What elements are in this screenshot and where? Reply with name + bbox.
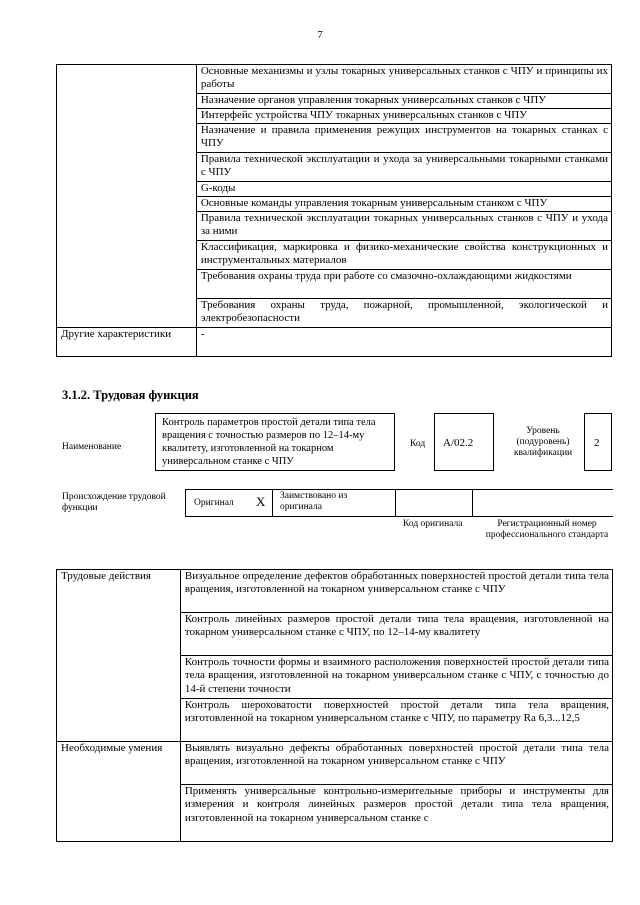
knowledge-item: Основные команды управления токарным универсальным станком с ЧПУ [196, 197, 611, 212]
original-label: Оригинал [194, 498, 234, 508]
origin-row [185, 489, 613, 517]
origin-label: Происхождение трудовой функции [62, 492, 166, 513]
skills-label: Необходимые умения [57, 742, 181, 842]
origin-divider [395, 489, 396, 517]
knowledge-table [56, 64, 612, 357]
origin-divider [185, 489, 186, 517]
knowledge-item: Классификация, маркировка и физико-механические свойства конструкционных и инструментальных материалов [196, 241, 611, 270]
knowledge-item: Правила технической эксплуатации токарных универсальных станков с ЧПУ и ухода за ними [196, 212, 611, 241]
skill-item: Применять универсальные контрольно-измерительные приборы и инструменты для измерения и контроля линейных размеров простой детали типа тела вращения, изготовленной на токарном универсальном станке с [180, 785, 612, 842]
code-box [434, 413, 494, 471]
knowledge-item: Правила технической эксплуатации и ухода за универсальными токарными станками с ЧПУ [196, 153, 611, 182]
knowledge-item: Назначение и правила применения режущих инструментов на токарных станках с ЧПУ [196, 124, 611, 153]
level-label: Уровень (подуровень) квалификации [513, 426, 573, 458]
code-value: А/02.2 [443, 437, 474, 449]
level-box [584, 413, 612, 471]
action-item: Контроль линейных размеров простой детали типа тела вращения, изготовленной на токарном универсальном станке с ЧПУ, по 12–14-му квалитету [180, 613, 612, 656]
action-item: Контроль шероховатости поверхностей простой детали типа тела вращения, изготовленной на токарном универсальном станке с ЧПУ, по параметру Ra 6,3...12,5 [180, 699, 612, 742]
knowledge-label-cell [57, 65, 197, 328]
reg-number-label: Регистрационный номер профессионального стандарта [485, 519, 609, 540]
actions-label: Трудовые действия [57, 570, 181, 742]
knowledge-item: Назначение органов управления токарных универсальных станков с ЧПУ [196, 94, 611, 109]
name-label: Наименование [62, 442, 122, 452]
original-mark: X [256, 494, 266, 509]
skill-item: Выявлять визуально дефекты обработанных поверхностей простой детали типа тела вращения, изготовленной на токарном универсальном станке с ЧПУ [180, 742, 612, 785]
function-name-box [155, 413, 395, 471]
knowledge-item: Требования охраны труда, пожарной, промышленной, экологической и электробезопасности [196, 299, 611, 328]
borrowed-label: Заимствовано из оригинала [280, 491, 348, 512]
function-name-text: Контроль параметров простой детали типа тела вращения с точностью размеров по 12–14-му квалитету, изготовленной на токарном универсальном станке с ЧПУ [162, 417, 376, 467]
other-characteristics-label: Другие характеристики [57, 328, 197, 357]
code-label: Код [410, 439, 426, 449]
code-original-label: Код оригинала [403, 519, 463, 529]
knowledge-item: Интерфейс устройства ЧПУ токарных универсальных станков с ЧПУ [196, 109, 611, 124]
other-characteristics-value: - [196, 328, 611, 357]
action-item: Контроль точности формы и взаимного расположения поверхностей простой детали типа тела вращения, изготовленной на токарном универсальном станке с ЧПУ, с точностью до 14-й степени точности [180, 656, 612, 699]
level-value: 2 [594, 437, 600, 449]
knowledge-item: Требования охраны труда при работе со смазочно-охлаждающими жидкостями [196, 270, 611, 299]
knowledge-item: Основные механизмы и узлы токарных универсальных станков с ЧПУ и принципы их работы [196, 65, 611, 94]
function-table [56, 569, 613, 842]
knowledge-item: G-коды [196, 182, 611, 197]
section-title: 3.1.2. Трудовая функция [62, 388, 199, 402]
page-number: 7 [317, 29, 323, 41]
origin-divider [272, 489, 273, 517]
origin-divider [472, 489, 473, 517]
action-item: Визуальное определение дефектов обработанных поверхностей простой детали типа тела вращения, изготовленной на токарном универсальном станке с ЧПУ [180, 570, 612, 613]
